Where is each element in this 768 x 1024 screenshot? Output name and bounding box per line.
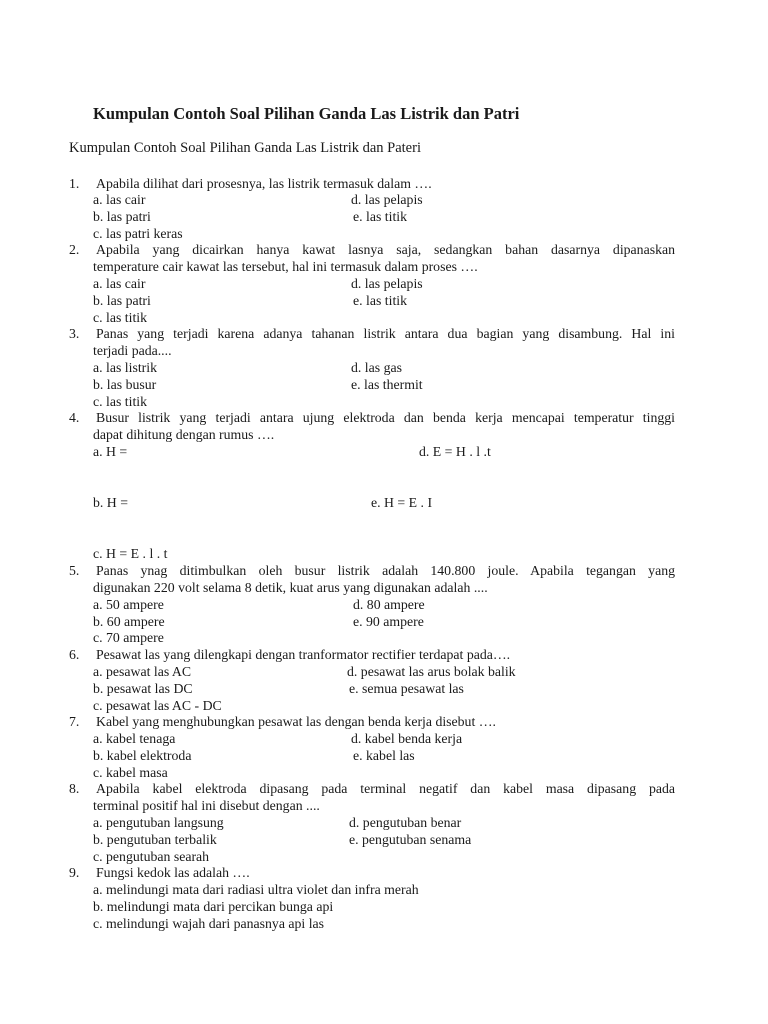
option-a: a. H = xyxy=(93,444,128,459)
question-text-line-2: digunakan 220 volt selama 8 detik, kuat arus yang digunakan adalah .... xyxy=(93,580,488,595)
option-d: d. pesawat las arus bolak balik xyxy=(347,664,516,679)
option-a: a. las cair xyxy=(93,276,146,291)
question-number: 6. xyxy=(69,647,80,662)
question-text-line-1: Apabila kabel elektroda dipasang pada terminal negatif dan kabel masa dipasang pada xyxy=(96,781,675,796)
option-e: e. 90 ampere xyxy=(353,614,424,629)
option-b: b. pengutuban terbalik xyxy=(93,832,217,847)
option-d: d. pengutuban benar xyxy=(349,815,462,830)
option-c: c. las patri keras xyxy=(93,226,183,241)
option-a: a. pengutuban langsung xyxy=(93,815,224,830)
option-c: c. pengutuban searah xyxy=(93,849,210,864)
question-number: 1. xyxy=(69,176,80,191)
option-a: a. 50 ampere xyxy=(93,597,164,612)
option-a: a. las listrik xyxy=(93,360,157,375)
option-e: e. pengutuban senama xyxy=(349,832,472,847)
question-number: 7. xyxy=(69,714,80,729)
question-text-line-2: terjadi pada.... xyxy=(93,343,172,358)
option-a: a. melindungi mata dari radiasi ultra violet dan infra merah xyxy=(93,882,419,897)
question-number: 5. xyxy=(69,563,80,578)
option-a: a. las cair xyxy=(93,192,146,207)
question-text-line-2: temperature cair kawat las tersebut, hal ini termasuk dalam proses …. xyxy=(93,259,478,274)
option-c: c. kabel masa xyxy=(93,765,168,780)
option-e: e. las thermit xyxy=(351,377,423,392)
option-b: b. H = xyxy=(93,495,128,510)
question-text: Fungsi kedok las adalah …. xyxy=(96,865,250,880)
document-title: Kumpulan Contoh Soal Pilihan Ganda Las Listrik dan Patri xyxy=(93,104,520,123)
option-c: c. las titik xyxy=(93,394,148,409)
question-text-line-1: Busur listrik yang terjadi antara ujung elektroda dan benda kerja mencapai temperatur tinggi xyxy=(96,410,675,425)
option-d: d. las pelapis xyxy=(351,192,423,207)
option-c: c. H = E . l . t xyxy=(93,546,168,561)
option-b: b. las patri xyxy=(93,209,151,224)
question-text-line-1: Panas ynag ditimbulkan oleh busur listrik adalah 140.800 joule. Apabila tegangan yang xyxy=(96,563,675,578)
option-c: c. 70 ampere xyxy=(93,630,164,645)
question-text-line-2: dapat dihitung dengan rumus …. xyxy=(93,427,275,442)
question-number: 4. xyxy=(69,410,80,425)
option-b: b. 60 ampere xyxy=(93,614,165,629)
option-a: a. kabel tenaga xyxy=(93,731,176,746)
option-e: e. kabel las xyxy=(353,748,415,763)
option-e: e. semua pesawat las xyxy=(349,681,464,696)
option-b: b. pesawat las DC xyxy=(93,681,193,696)
option-a: a. pesawat las AC xyxy=(93,664,192,679)
option-b: b. kabel elektroda xyxy=(93,748,192,763)
question-text: Apabila dilihat dari prosesnya, las listrik termasuk dalam …. xyxy=(96,176,432,191)
option-b: b. melindungi mata dari percikan bunga api xyxy=(93,899,334,914)
option-c: c. pesawat las AC - DC xyxy=(93,698,222,713)
option-e: e. H = E . I xyxy=(371,495,433,510)
option-e: e. las titik xyxy=(353,209,408,224)
question-text-line-1: Panas yang terjadi karena adanya tahanan listrik antara dua bagian yang disambung. Hal ini xyxy=(96,326,675,341)
question-text-line-2: terminal positif hal ini disebut dengan .... xyxy=(93,798,320,813)
option-d: d. 80 ampere xyxy=(353,597,425,612)
question-number: 2. xyxy=(69,242,80,257)
option-c: c. melindungi wajah dari panasnya api las xyxy=(93,916,325,931)
question-number: 9. xyxy=(69,865,80,880)
option-d: d. las gas xyxy=(351,360,402,375)
question-number: 3. xyxy=(69,326,80,341)
option-e: e. las titik xyxy=(353,293,408,308)
option-d: d. E = H . l .t xyxy=(419,444,491,459)
option-b: b. las patri xyxy=(93,293,151,308)
option-c: c. las titik xyxy=(93,310,148,325)
question-text: Pesawat las yang dilengkapi dengan tranformator rectifier terdapat pada…. xyxy=(96,647,511,662)
question-number: 8. xyxy=(69,781,80,796)
question-text-line-1: Apabila yang dicairkan hanya kawat lasnya saja, sedangkan bahan dasarnya dipanaskan xyxy=(96,242,675,257)
option-d: d. las pelapis xyxy=(351,276,423,291)
document-subtitle: Kumpulan Contoh Soal Pilihan Ganda Las Listrik dan Pateri xyxy=(69,140,421,156)
option-d: d. kabel benda kerja xyxy=(351,731,463,746)
option-b: b. las busur xyxy=(93,377,157,392)
question-text: Kabel yang menghubungkan pesawat las dengan benda kerja disebut …. xyxy=(96,714,496,729)
